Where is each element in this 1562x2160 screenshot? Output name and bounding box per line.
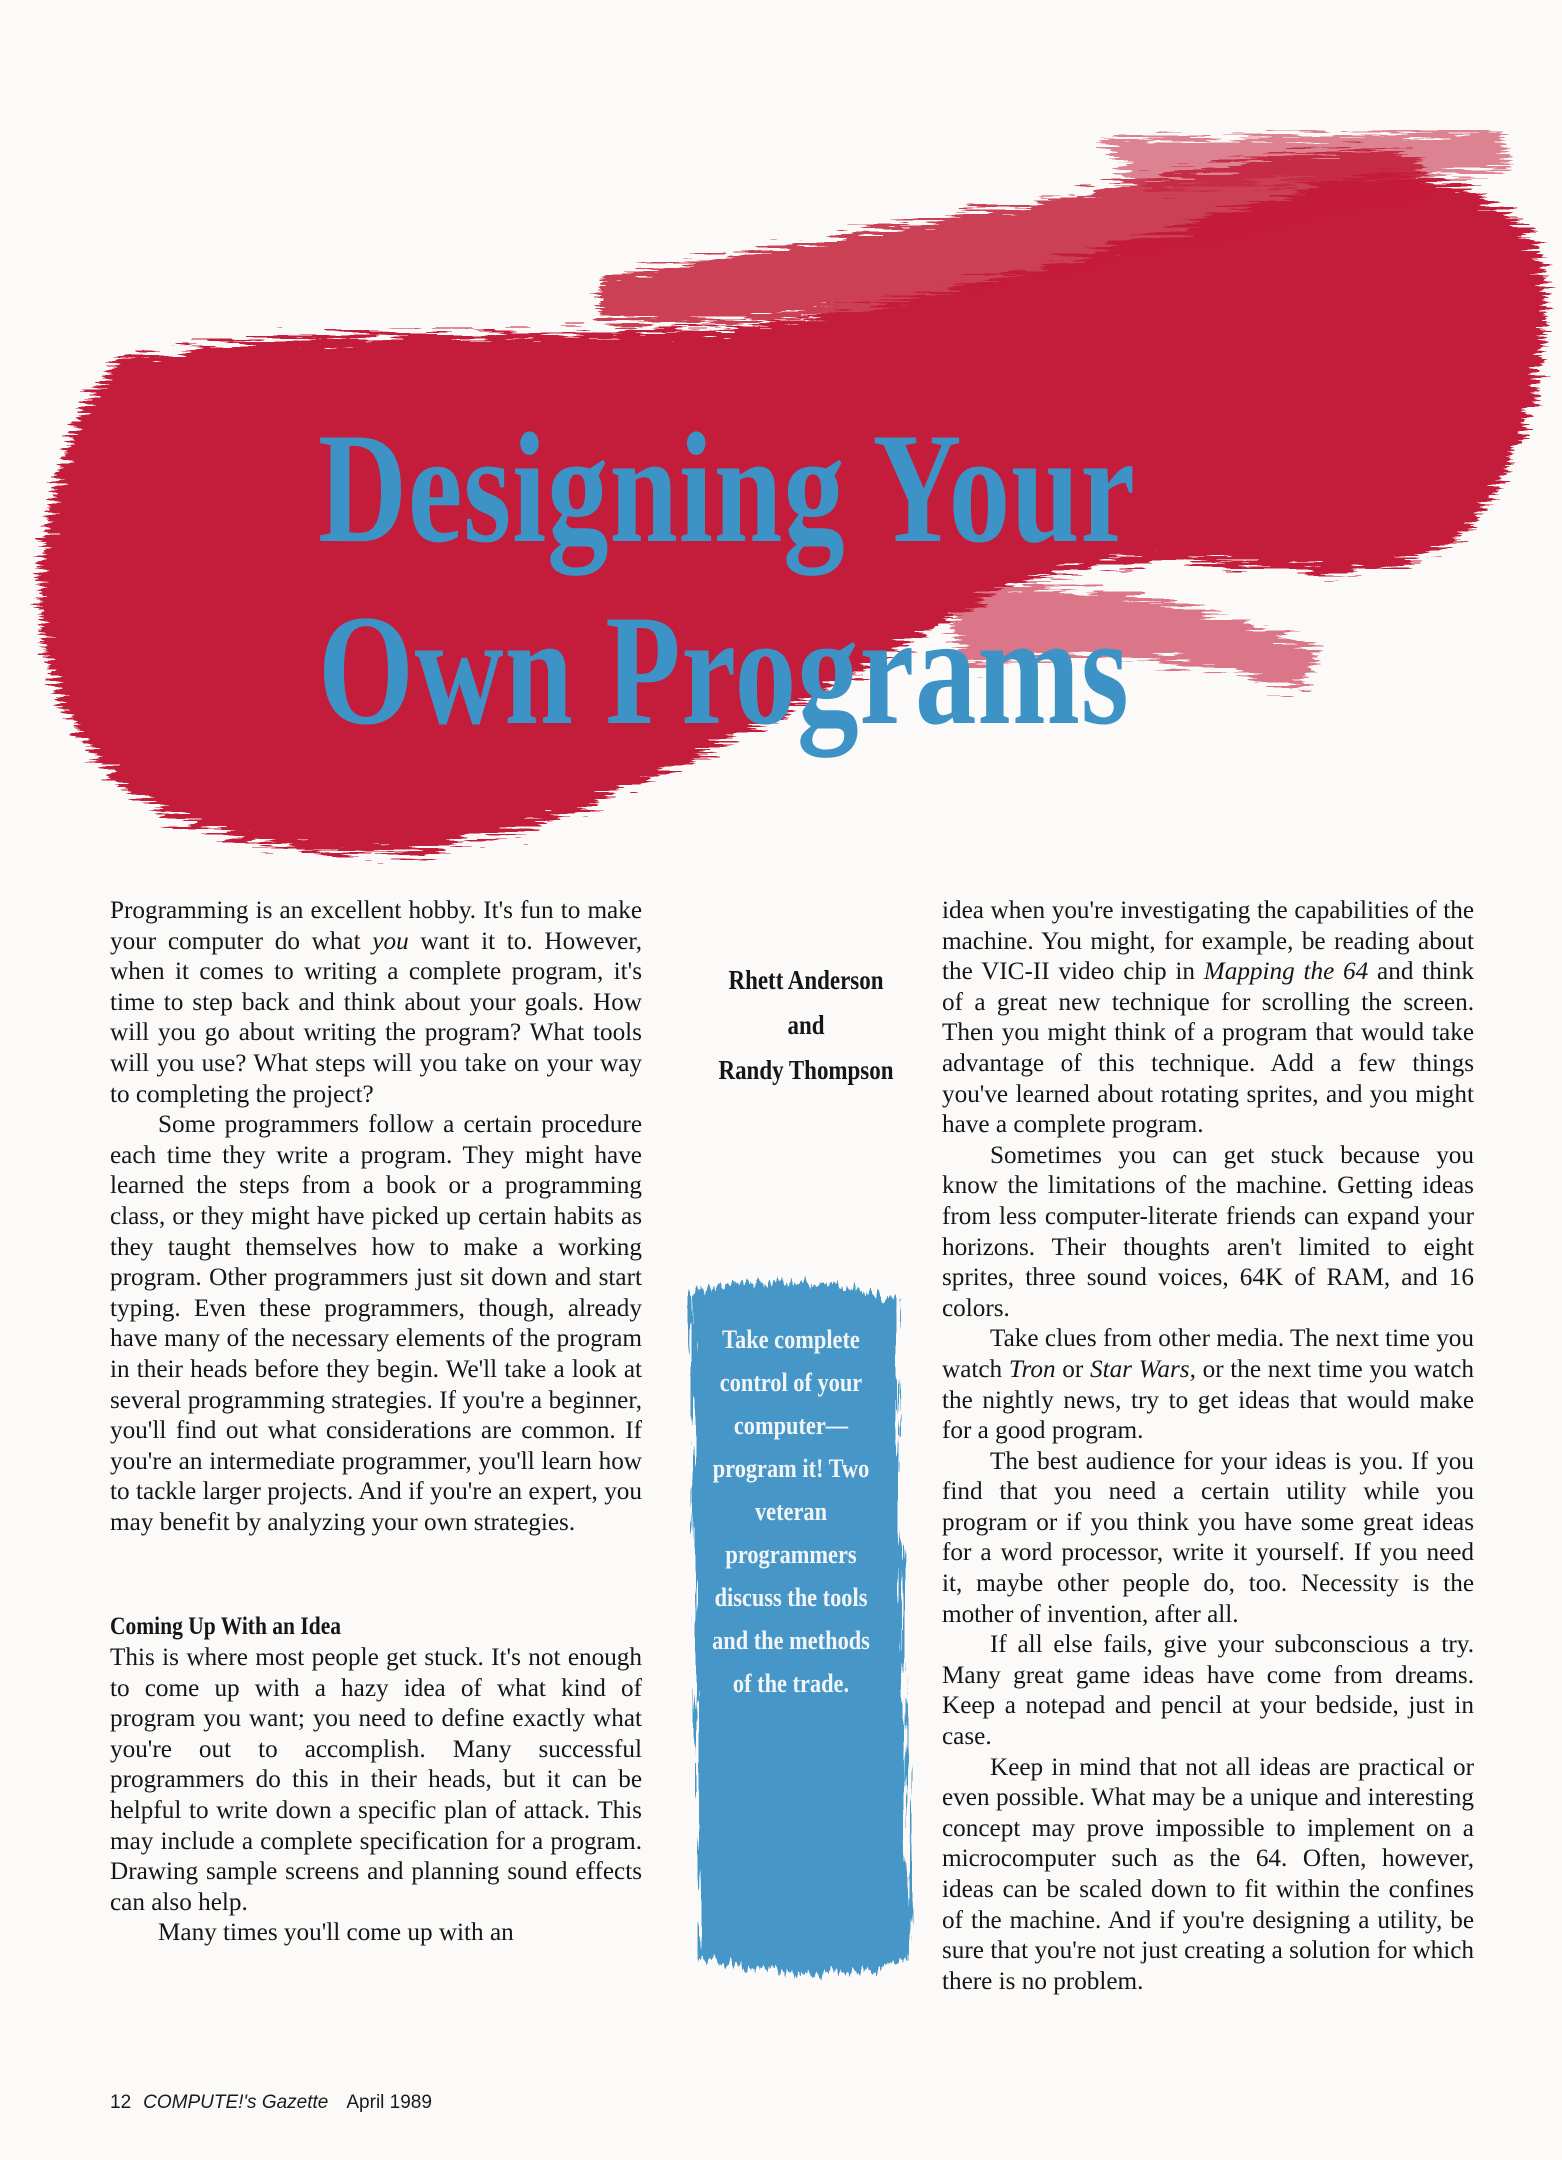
pull-quote-line: control of your [719, 1368, 863, 1397]
title-line-2: Own Programs [318, 583, 1130, 758]
pull-quote-line: veteran [754, 1497, 828, 1526]
right-paragraph-3: Take clues from other media. The next time you watch Tron or Star Wars, or the next time you watch the nightly news, try to get ideas that would make for a good program. [942, 1325, 1475, 1445]
byline [688, 958, 924, 1093]
right-paragraph-2: Sometimes you can get stuck because you know the limitations of the machine. Getting ideas from less computer-literate friends can expand your horizons. Their thoughts aren't limited to eight sprites, three sound voices, 64K of RAM, and 16 colors. [942, 1141, 1474, 1322]
pull-quote-line: of the trade. [732, 1669, 850, 1698]
author-2: Randy Thompson [718, 1055, 894, 1085]
right-paragraph-5: If all else fails, give your subconscious a try. Many great game ideas have come from dreams. Keep a notepad and pencil at your bedside, just in case. [942, 1631, 1474, 1751]
pull-quote-line: program it! Two [712, 1454, 870, 1483]
right-paragraph-4: The best audience for your ideas is you. If you find that you need a certain utility while you program or if you think you have some great ideas for a word processor, write it yourself. If you need it, maybe other people do, too. Necessity is the mother of invention, after all. [942, 1447, 1474, 1628]
page-footer [110, 2092, 432, 2114]
left-paragraph-3: This is where most people get stuck. It's not enough to come up with a hazy idea of what kind of program you want; you need to define exactly what you're out to accomplish. Many successful programmers do this in their heads, but it can be helpful to write down a specific plan of attack. This may include a complete specification for a program. Drawing sample screens and planning sound effects can also help. [110, 1644, 642, 1916]
right-paragraph-1: idea when you're investigating the capabilities of the machine. You might, for example, be reading about the VIC-II video chip in Mapping the 64 and think of a great new technique for scrolling the screen. Then you might think of a program that would take advantage of this technique. Add a few things you've learned about rotating sprites, and you might have a complete program. [942, 897, 1474, 1139]
section-heading: Coming Up With an Idea [110, 1613, 341, 1641]
page-number: 12 [110, 2092, 132, 2113]
left-column [110, 896, 642, 1949]
pull-quote [676, 1318, 906, 1705]
byline-joiner: and [787, 1010, 825, 1040]
pull-quote-line: and the methods [712, 1626, 870, 1655]
right-paragraph-6: Keep in mind that not all ideas are practical or even possible. What may be a unique and interesting concept may prove impossible to implement on a microcomputer such as the 64. Often, however, ideas can be scaled down to fit within the confines of the machine. And if you're designing a utility, be sure that you're not just creating a solution for which there is no problem. [942, 1753, 1474, 1995]
right-column [942, 896, 1474, 1997]
left-paragraph-1: Programming is an excellent hobby. It's fun to make your computer do what you want it to. However, when it comes to writing a complete program, it's time to step back and think about your goals. How will you go about writing the program? What tools will you use? What steps will you take on your way to completing the project? [110, 897, 643, 1108]
publication-name: COMPUTE!'s Gazette [143, 2092, 329, 2113]
issue-date: April 1989 [346, 2092, 432, 2113]
title-line-1: Designing Your [318, 401, 1136, 576]
pull-quote-line: Take complete [722, 1325, 860, 1354]
pull-quote-line: discuss the tools [714, 1583, 868, 1612]
author-1: Rhett Anderson [728, 965, 884, 995]
left-paragraph-4: Many times you'll come up with an [158, 1919, 514, 1947]
left-paragraph-2: Some programmers follow a certain procedure each time they write a program. They might have learned the steps from a book or a programming class, or they might have picked up certain habits as they taught themselves how to make a working program. Other programmers just sit down and start typing. Even these programmers, though, already have many of the necessary elements of the program in their heads before they begin. We'll take a look at several programming strategies. If you're a beginner, you'll find out what considerations are common. If you're an intermediate programmer, you'll learn how to tackle larger projects. And if you're an expert, you may benefit by analyzing your own strategies. [110, 1111, 642, 1536]
pull-quote-line: computer— [733, 1411, 849, 1440]
pull-quote-line: programmers [725, 1540, 857, 1569]
